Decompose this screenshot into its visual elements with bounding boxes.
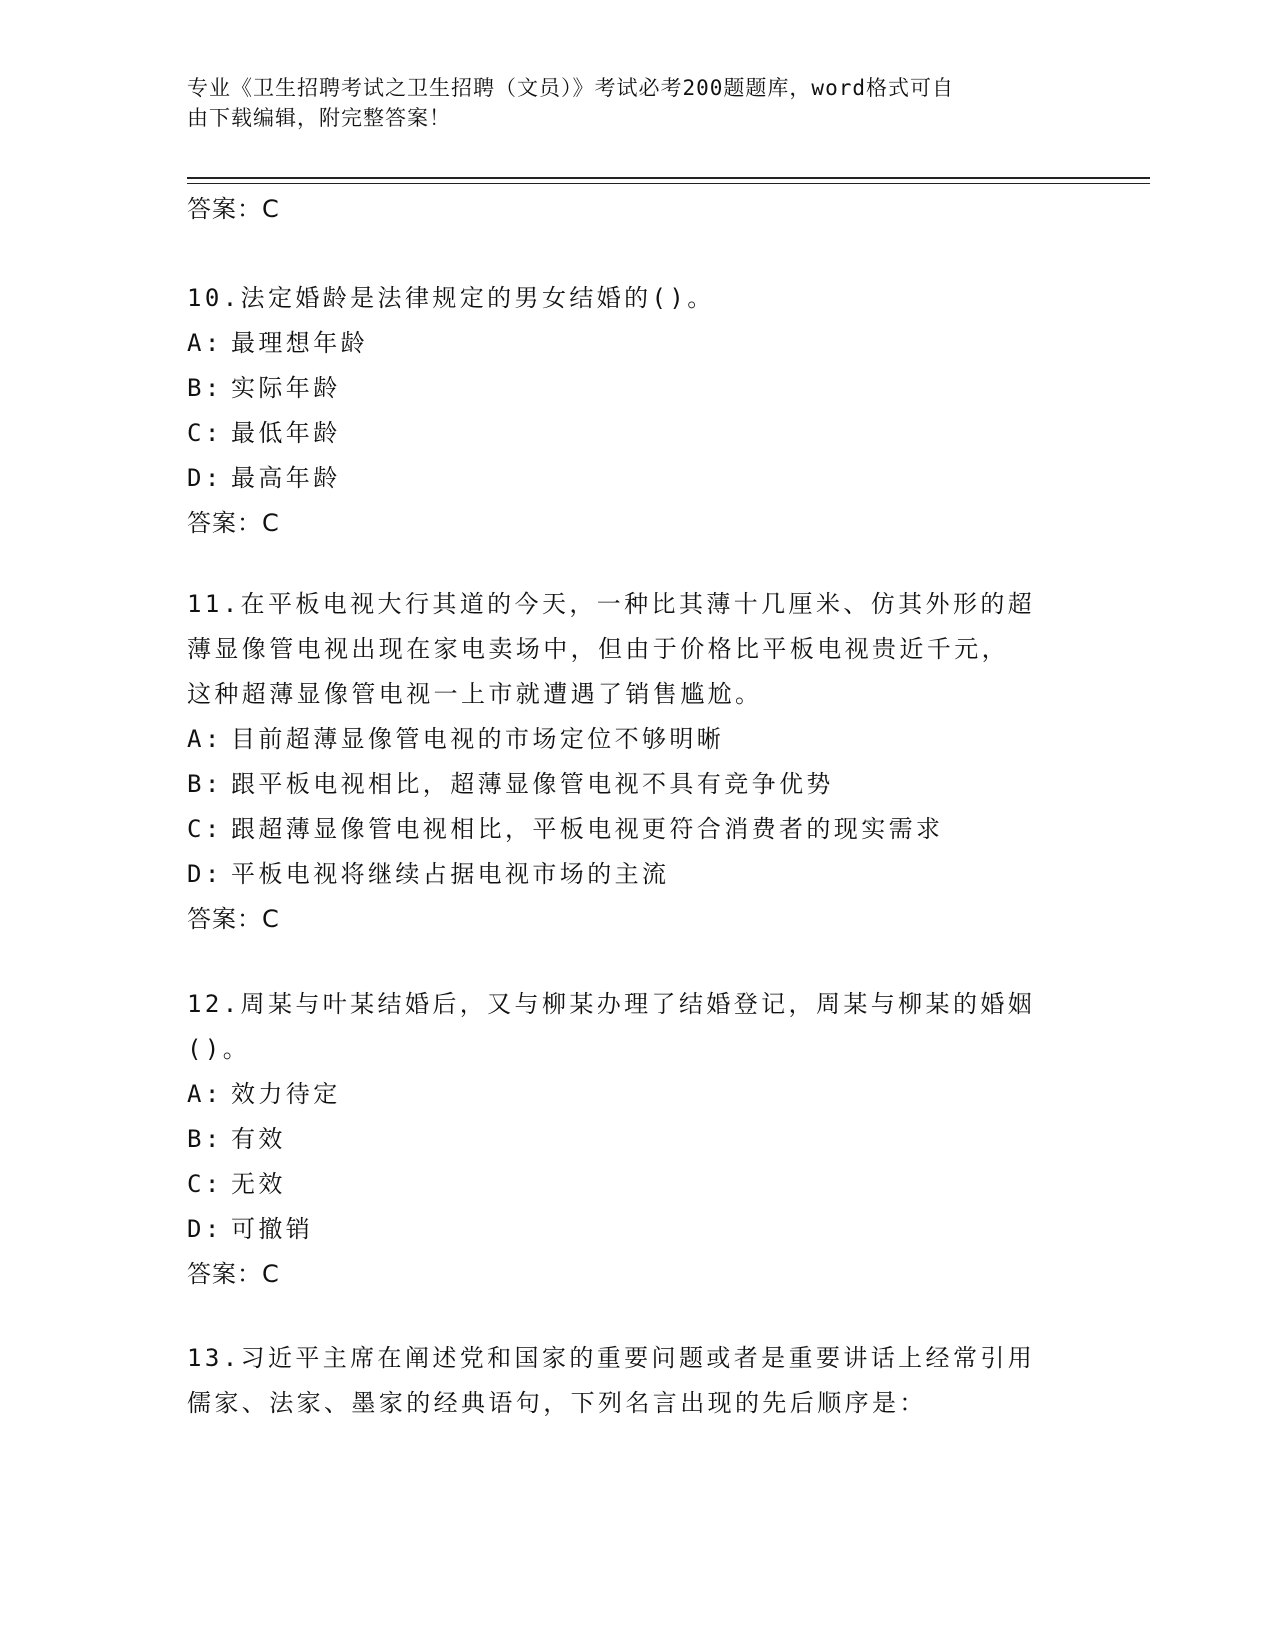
question-text-line: 这种超薄显像管电视一上市就遭遇了销售尴尬。 <box>187 680 763 708</box>
document-header <box>187 73 1067 133</box>
answer-line: 答案：C <box>187 905 280 933</box>
option-b: B: 跟平板电视相比，超薄显像管电视不具有竞争优势 <box>187 770 834 798</box>
answer-line: 答案：C <box>187 509 280 537</box>
option-d: D: 最高年龄 <box>187 464 341 492</box>
question-text-line: 13.习近平主席在阐述党和国家的重要问题或者是重要讲话上经常引用 <box>187 1344 1036 1372</box>
option-c: C: 最低年龄 <box>187 419 341 447</box>
header-line-1: 专业《卫生招聘考试之卫生招聘（文员）》考试必考200题题库，word格式可自 <box>187 76 954 100</box>
header-line-2: 由下载编辑，附完整答案！ <box>187 106 451 130</box>
option-a: A: 目前超薄显像管电视的市场定位不够明晰 <box>187 725 725 753</box>
answer-line: 答案：C <box>187 1260 280 1288</box>
header-divider-thin <box>187 183 1150 184</box>
previous-answer-block <box>187 187 1087 232</box>
option-b: B: 有效 <box>187 1125 286 1153</box>
answer-line: 答案：C <box>187 195 280 223</box>
question-text-line: 儒家、法家、墨家的经典语句，下列名言出现的先后顺序是： <box>187 1389 927 1417</box>
header-divider-thick <box>187 177 1150 179</box>
question-text-line: 11.在平板电视大行其道的今天，一种比其薄十几厘米、仿其外形的超 <box>187 590 1036 618</box>
option-c: C: 无效 <box>187 1170 286 1198</box>
question-10 <box>187 276 1087 546</box>
option-a: A: 效力待定 <box>187 1080 341 1108</box>
option-b: B: 实际年龄 <box>187 374 341 402</box>
option-d: D: 平板电视将继续占据电视市场的主流 <box>187 860 670 888</box>
option-c: C: 跟超薄显像管电视相比，平板电视更符合消费者的现实需求 <box>187 815 944 843</box>
question-13 <box>187 1336 1087 1426</box>
question-11 <box>187 582 1087 942</box>
option-a: A: 最理想年龄 <box>187 329 368 357</box>
question-text-line: 12.周某与叶某结婚后，又与柳某办理了结婚登记，周某与柳某的婚姻 <box>187 990 1036 1018</box>
question-12 <box>187 982 1087 1297</box>
question-text-line: 薄显像管电视出现在家电卖场中，但由于价格比平板电视贵近千元， <box>187 635 1009 663</box>
option-d: D: 可撤销 <box>187 1215 314 1243</box>
question-text-line: 10.法定婚龄是法律规定的男女结婚的()。 <box>187 284 715 312</box>
question-text-line: ()。 <box>187 1035 251 1063</box>
